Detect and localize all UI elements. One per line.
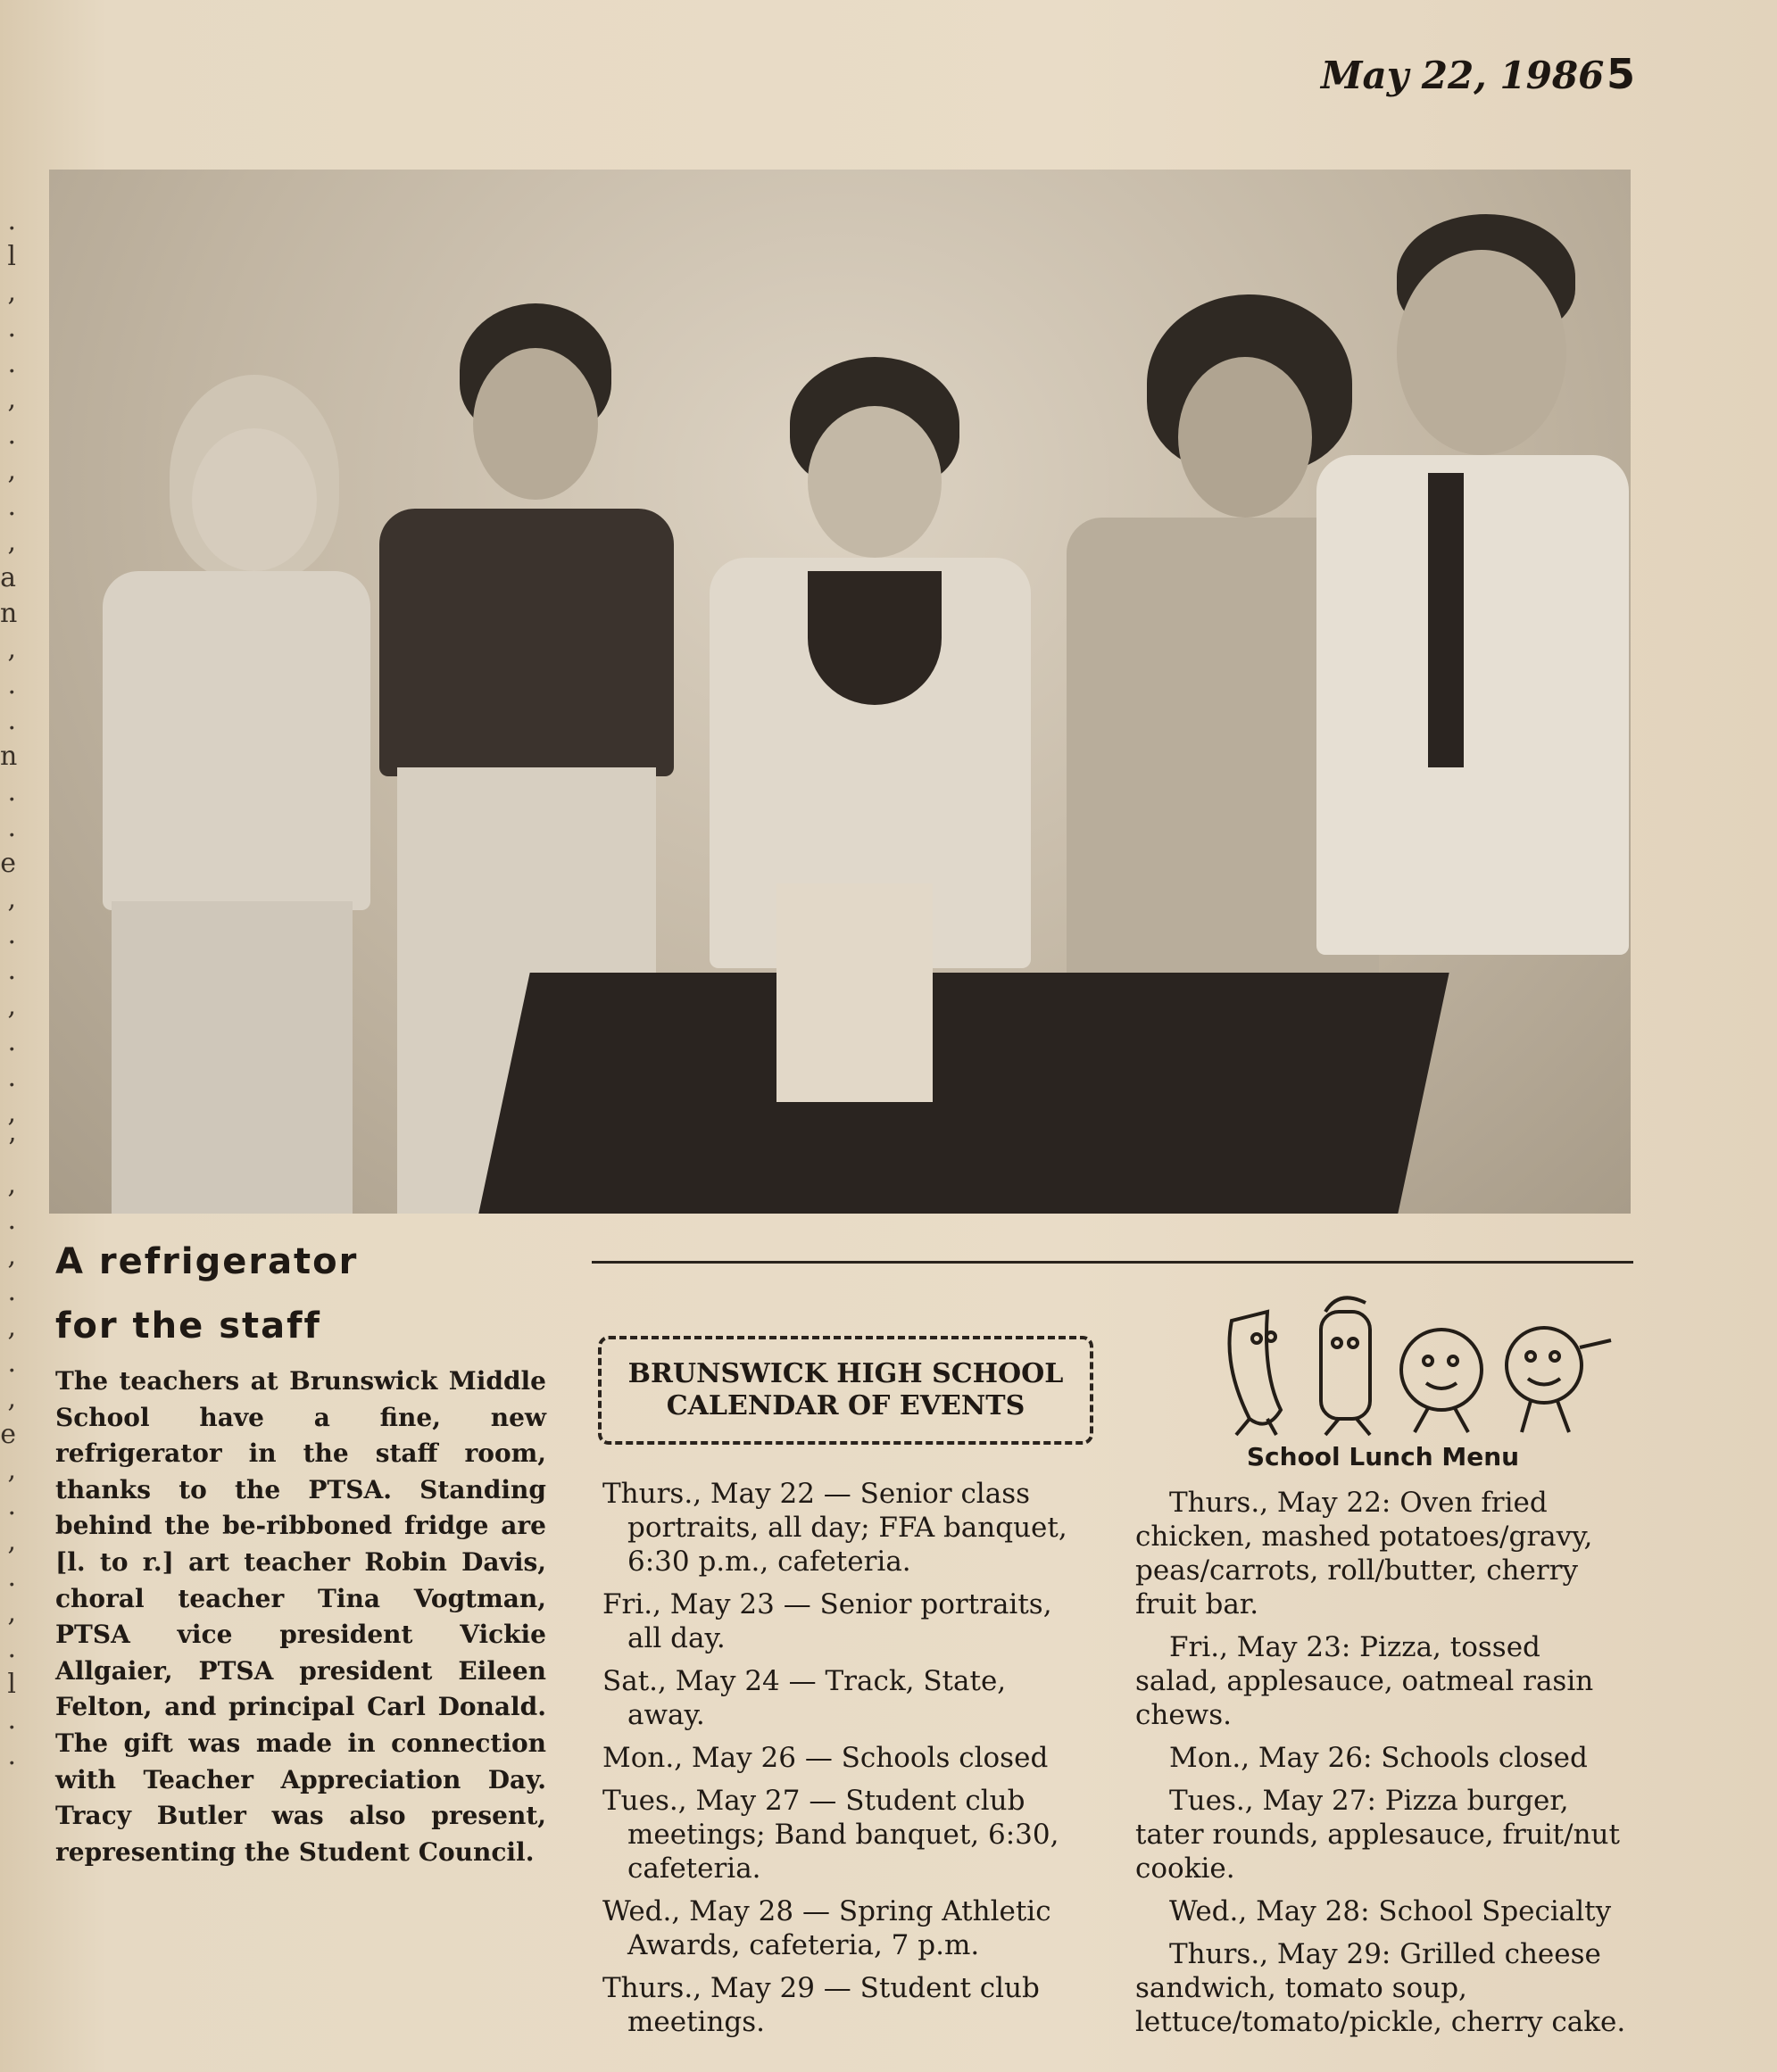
lunch-entry: Thurs., May 29: Grilled cheese sandwich, tomato soup, lettuce/tomato/pickle, cherry cake. [1135,1938,1626,2038]
lunch-entry: Thurs., May 22: Oven fried chicken, mashed potatoes/gravy, peas/carrots, roll/butter, cherry fruit bar. [1135,1487,1593,1620]
staff-photo [49,170,1631,1214]
lunch-entry: Wed., May 28: School Specialty [1169,1895,1612,1927]
calendar-entry: Wed., May 28 — Spring Athletic Awards, cafeteria, 7 p.m. [602,1895,1051,1961]
lunch-entry: Fri., May 23: Pizza, tossed salad, applesauce, oatmeal rasin chews. [1135,1631,1594,1731]
story-body: The teachers at Brunswick Middle School have a fine, new refrigerator in the staff room, thanks to the PTSA. Standing behind the be-ribboned fridge are [l. to r.] art teacher Robin Davis, choral teacher Tina Vogtman, PTSA vice president Vickie Allgaier, PTSA president Eileen Felton, and principal Carl Donald. The gift was made in connection with Teacher Appreciation Day. Tracy Butler was also present, representing the Student Council. [55,1366,546,1867]
calendar-entry: Tues., May 27 — Student club meetings; Band banquet, 6:30, cafeteria. [602,1785,1059,1885]
person-robin-davis [85,375,379,1214]
calendar-entry: Thurs., May 29 — Student club meetings. [602,1972,1040,2038]
calendar-entry: Fri., May 23 — Senior portraits, all day. [602,1588,1052,1654]
lunch-menu-title: School Lunch Menu [1246,1442,1520,1471]
bleed-through-text [1330,98,1349,161]
lunch-entry: Tues., May 27: Pizza burger, tater rounds, applesauce, fruit/nut cookie. [1135,1785,1620,1885]
calendar-title: BRUNSWICK HIGH SCHOOL CALENDAR OF EVENTS [627,1358,1064,1421]
refrigerator-table [478,973,1449,1214]
calendar-list [594,1477,1098,2048]
gift-card [776,883,933,1102]
adjacent-column-edge: . l , . . , . , . , a n , . . n . . e , . . , . . , ’ , . , . , . , e , . , . , . l . . [0,205,18,1771]
story-headline: A refrigerator for the staff [55,1241,359,1347]
calendar-entry: Mon., May 26 — Schools closed [602,1742,1049,1774]
lunch-menu-list [1135,1486,1631,2048]
lunch-entry: Mon., May 26: Schools closed [1169,1742,1588,1774]
issue-date: May 22, 1986 [1321,54,1605,97]
calendar-entry: Sat., May 24 — Track, State, away. [602,1665,1007,1731]
page-number: 5 [1607,50,1636,98]
food-characters-illustration [1214,1285,1624,1441]
calendar-entry: Thurs., May 22 — Senior class portraits, all day; FFA banquet, 6:30 p.m., cafeteria. [602,1478,1067,1578]
section-divider [592,1261,1633,1264]
